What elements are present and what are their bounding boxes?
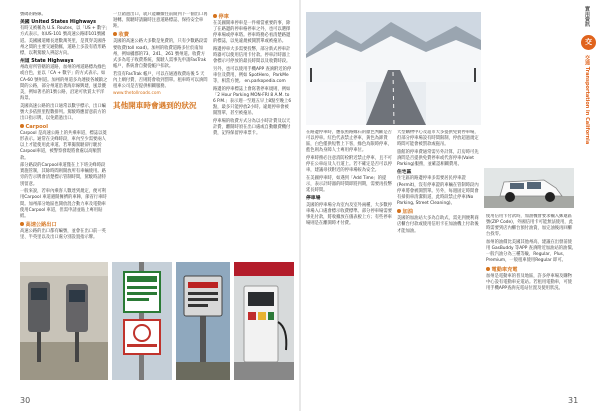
section-heading [213, 14, 293, 20]
right-column-3 [486, 214, 576, 392]
body-paragraph: 高速公路的出口都有編號，並會在出口前一英里、半英里以及出口處分別設置指示牌。 [20, 228, 106, 241]
body-paragraph: 加州是電動車的普及地區，許多停車場及購物中心設有電動車充電站。若租用電動車，可使用手機APP查詢充電站位置及使用狀況。 [486, 273, 572, 291]
body-paragraph: 在路邊停車時，應依照路緣石的顏色判斷是否可以停車。紅色代表禁止停車，黃色為卸貨區，白色僅供短暫上下客，綠色為限時停車，藍色則為身障人士專用停車位。 [306, 130, 392, 154]
section-heading [113, 32, 208, 38]
section-heading-text: 加油 [402, 209, 413, 216]
subheading: 美國 United States Highways [20, 19, 96, 25]
body-paragraph: 一旦錯過出口，就只能繼續往前開到下一個出口再迴轉。駕駛時請隨時注意道路標誌，保持安全車距。 [113, 12, 208, 30]
body-paragraph: 有時又被稱為 U.S. Routes，以「US + 數字」方式表示。如US-101 號高速公路即101號國道。美國國道總長達數萬英里，是貫穿美國各州之間的主要交通動脈，道路上多設有盾形路標，以利駕駛人辨認方向。 [20, 26, 108, 56]
body-paragraph: 路邊停車大多需要投幣，部分新式停車計時器可以使用信用卡付款。停車計時器上會標示可停放的最長時間以及收費時段。 [213, 46, 291, 65]
body-paragraph: 美國的高速公路大多數是免費的，只有少數路段需要收費(toll road)。加州的收費道路多位於南加州，例如橘郡的73、241、261 號州道。收費方式多為電子收費系統，駕駛人需事先申請FasTrak 帳戶，系統會自動從帳戶扣款。 [113, 39, 208, 70]
body-paragraph: 在美國開車停車是一件相當重要的事，除了在路邊的停車格停車之外，也可以選擇停車場或停車塔。停車時務必看清楚路邊的標誌，以免違規被開罰單或被拖吊。 [213, 20, 291, 45]
section-bullet-icon [397, 209, 401, 213]
section-heading-text: 收費 [118, 32, 129, 39]
road-sign-photo [176, 262, 230, 380]
body-paragraph: 住宅區的路邊停車多需要居民停車證(Permit)，沒有停車證的車輛在管制時段內停車將會被開罰單。另外，每週固定時間會有掃街車清潔街道，此時段禁止停車(No Parking, Street Cleaning)。 [397, 176, 479, 207]
body-paragraph: 大型購物中心及超市大多提供免費停車場，但部分停車場設有時間限制，停放超過規定時間可能會被罰款或拖吊。 [397, 130, 479, 148]
body-paragraph: 號碼的路線。 [20, 12, 46, 17]
body-paragraph: 停車場的收費方式分為以小時計費及以天計費，離開時須在出口處或自動繳費機付費，記得保留停車票卡。 [213, 118, 291, 137]
section-heading-text: Carpool [25, 124, 48, 131]
parking-sign-photo [112, 262, 172, 380]
page-number-right: 31 [568, 396, 579, 405]
section-subtitle: 交通 Transportation in California [584, 55, 590, 145]
section-side-tab [578, 0, 600, 150]
website-link[interactable]: www.thetollroads.com [113, 91, 161, 97]
left-column-1 [20, 12, 108, 258]
gas-pump-photo [234, 262, 294, 380]
body-paragraph: 另外，也可以使用手機APP 查詢附近的停車位及費用，例如 SpotHero、ParkMe 等，相當方便。 en.parkopedia.com [213, 66, 292, 85]
parking-meter-photo [20, 262, 108, 380]
section-heading-text: 停車 [218, 14, 229, 20]
snowy-highway-photo [306, 12, 481, 125]
section-heading [20, 124, 108, 130]
body-paragraph: 美國的停車場分為室內及室外兩種，大多數停車場入口處會標示收費標準。部分停車場需要事先付款，將收據放在儀表板上方；有些停車場則是在離開時才付費。 [306, 202, 392, 226]
body-paragraph: 若沒有FasTrak 帳戶，可以在通過收費站後 5 天內上網付費，否則將會收到罰單。租車時可以詢問租車公司是否提供相關服務。 [113, 71, 208, 89]
body-paragraph: 在美國停車時，如遇到「Add Time」的提示，表示計時器的時間即將到期，需要再投幣延長時間。 [306, 175, 392, 194]
body-paragraph: 美國的加油站大多為自助式，需先到便利商店櫃台付款或使用信用卡在加油機上付款後才能加油。 [397, 216, 479, 234]
body-paragraph: 使用信用卡付款時，加油機會要求輸入郵遞區號(ZIP Code)，外國信用卡可能無法使用，此時需要到店內櫃台預付油資，加完油後再回櫃台找零。 [486, 214, 573, 238]
body-paragraph: 停車時務必注意消防栓附近禁止停車，且不可停在公車站及人行道上。若不確定是否可以停車，建議尋找附近的停車場較為安全。 [306, 156, 392, 174]
section-bullet-icon [113, 32, 117, 36]
page-gutter [299, 0, 301, 411]
subheading: 住宅區 [397, 169, 412, 175]
section-bullet-icon [20, 124, 24, 128]
subheading: 州道 State Highways [20, 58, 74, 64]
suv-car-photo [484, 168, 574, 208]
body-paragraph: 加州的油價比美國其他州高，建議在出發前使用 GasBuddy 等APP 查詢附近加油站的油價。一般汽油分為三種等級，Regular、Plus、Premium，一般租車使用Regular 即可。 [486, 240, 576, 264]
page-number-left: 30 [20, 396, 31, 405]
body-paragraph: 美國高速公路的出口通常以數字標示，出口編號大多依照里程數排列。駕駛時應留意前方的出口指示牌，以免錯過出口。 [20, 103, 106, 121]
section-heading [20, 222, 108, 228]
subheading: 停車場 [306, 195, 321, 201]
section-heading-text: 電動車充電 [491, 266, 518, 273]
section-heading-text: 高速公路出口 [25, 221, 57, 228]
section-bullet-icon [486, 267, 490, 271]
section-bullet-icon [20, 222, 24, 226]
body-paragraph: Carpool 是高速公路上的共乘車道，標誌以菱形表示。通常在尖峰時段，車內至少需要兩人以上才能使用此車道。若單獨駕駛卻行駛於Carpool車道，被警察發現將會處以高額罰款。 [20, 131, 107, 161]
right-column-1 [306, 130, 392, 392]
chapter-heading: 其他開車時會遇到的狀況 [113, 100, 197, 110]
body-paragraph: 一般來說，若車內乘客人數達到規定，便可利用Carpool 車道避開擁擠的車陣，節省行車時間。加州部分地區也開放混合動力車及電動車使用Carpool 車道，但需申請並貼上專用貼紙。 [20, 189, 107, 219]
body-paragraph: 州政府所管轄的道路，加州的州道路標為綠色或白色，並以「CA + 數字」的方式表示。如CA-60 號州道。加州的州道多為連接各城鎮之間的公路，部分州道沿著海岸線興建，風景優美，例如著名的1號公路，沿途可欣賞太平洋海景。 [20, 65, 108, 102]
body-paragraph: 路邊的停車標誌上會寫著停車規則，例如「2 Hour Parking MON-FRI 8 A.M. to 6 P.M.」表示週一至週五早上8點至晚上6點，最多只能停放2小時。違規停車會被開罰單，甚至被拖吊。 [213, 86, 292, 117]
section-bullet-icon [213, 14, 217, 18]
section-circle-badge: 交 [581, 35, 596, 50]
section-heading [486, 267, 576, 273]
section-heading [397, 209, 481, 215]
section-label: 實用資訊 [584, 6, 590, 27]
body-paragraph: 旅館的停車費通常需另外計算，訂房時可先詢問是否提供免費停車或代客停車(Valet Parking)服務，並確認相關費用。 [397, 149, 479, 168]
right-column-2 [397, 130, 481, 392]
body-paragraph: 部分路段的Carpool車道僅在上下班尖峰時段實施管制，其餘時間則開放所有車輛使用。路旁的告示牌會清楚標示管制時間，駕駛時請特別留意。 [20, 163, 106, 187]
